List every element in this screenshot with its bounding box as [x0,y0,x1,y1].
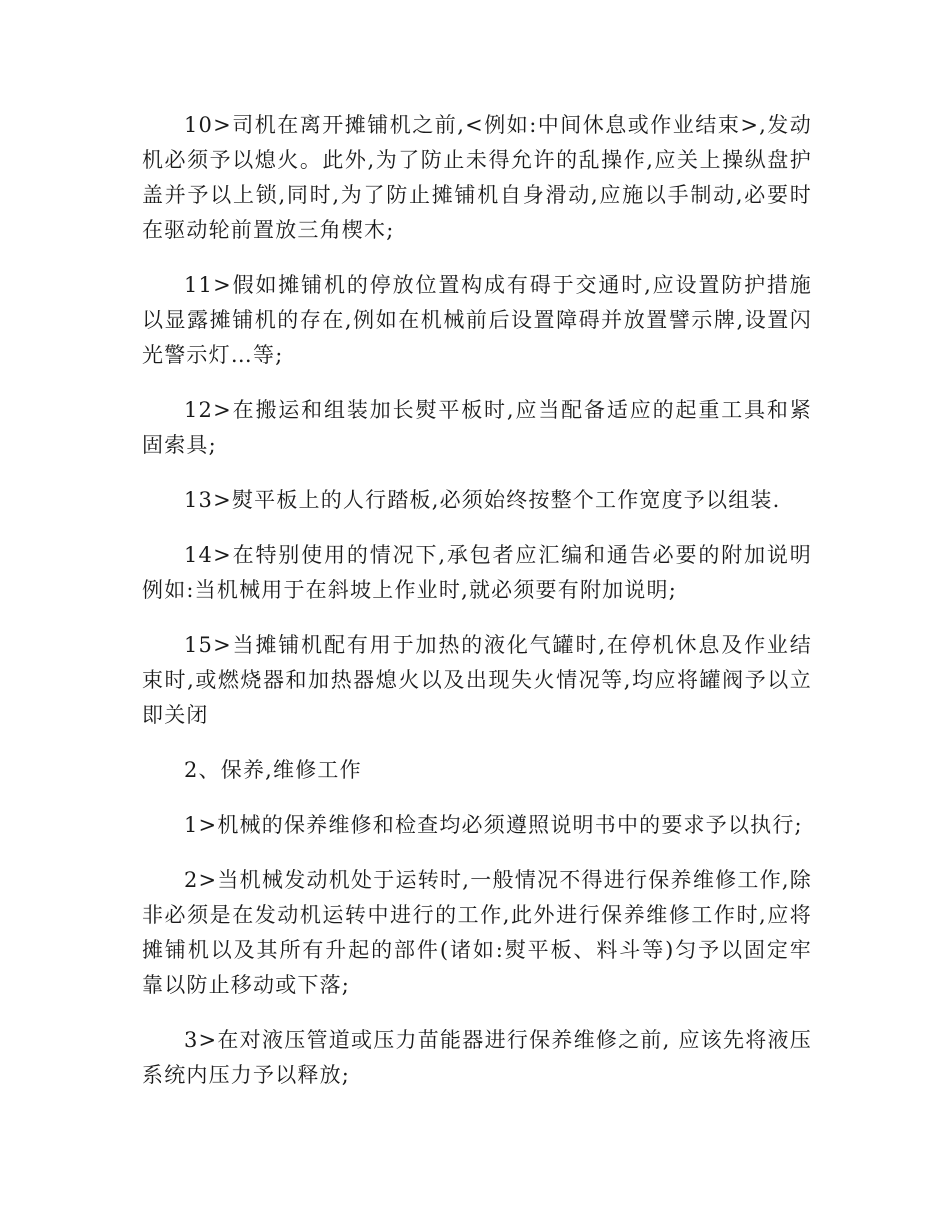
paragraph-11: 11>假如摊铺机的停放位置构成有碍于交通时,应设置防护措施以显露摊铺机的存在,例如在机械前后设置障碍并放置譬示牌,设置闪光警示灯…等; [142,273,812,367]
paragraph-12: 12>在搬运和组装加长熨平板时,应当配备适应的起重工具和紧固索具; [142,398,812,457]
paragraph-15: 15>当摊铺机配有用于加热的液化气罐时,在停机休息及作业结束时,或燃烧器和加热器熄火以及出现失火情况等,均应将罐阀予以立即关闭 [142,633,812,727]
section-heading-maintenance: 2、保养,维修工作 [184,758,362,782]
document-page [142,108,812,1113]
paragraph-maint-3: 3>在对液压管道或压力苗能器进行保养维修之前, 应该先将液压系统内压力予以释放; [142,1028,812,1087]
paragraph-13: 13>熨平板上的人行踏板,必须始终按整个工作宽度予以组装. [184,488,781,512]
paragraph-maint-1: 1>机械的保养维修和检查均必须遵照说明书中的要求予以执行; [184,813,803,837]
paragraph-10: 10>司机在离开摊铺机之前,<例如:中间休息或作业结束>,发动机必须予以熄火。此外,为了防止未得允许的乱操作,应关上操纵盘护盖并予以上锁,同时,为了防止摊铺机自身滑动,应施以手制动,必要时在驱动轮前置放三角楔木; [142,113,812,242]
paragraph-14: 14>在特别使用的情况下,承包者应汇编和通告必要的附加说明例如:当机械用于在斜坡上作业时,就必须要有附加说明; [142,543,812,602]
paragraph-maint-2: 2>当机械发动机处于运转时,一般情况不得进行保养维修工作,除非必须是在发动机运转中进行的工作,此外进行保养维修工作时,应将摊铺机以及其所有升起的部件(诸如:熨平板、料斗等)匀予以固定牢靠以防止移动或下落; [142,868,812,997]
